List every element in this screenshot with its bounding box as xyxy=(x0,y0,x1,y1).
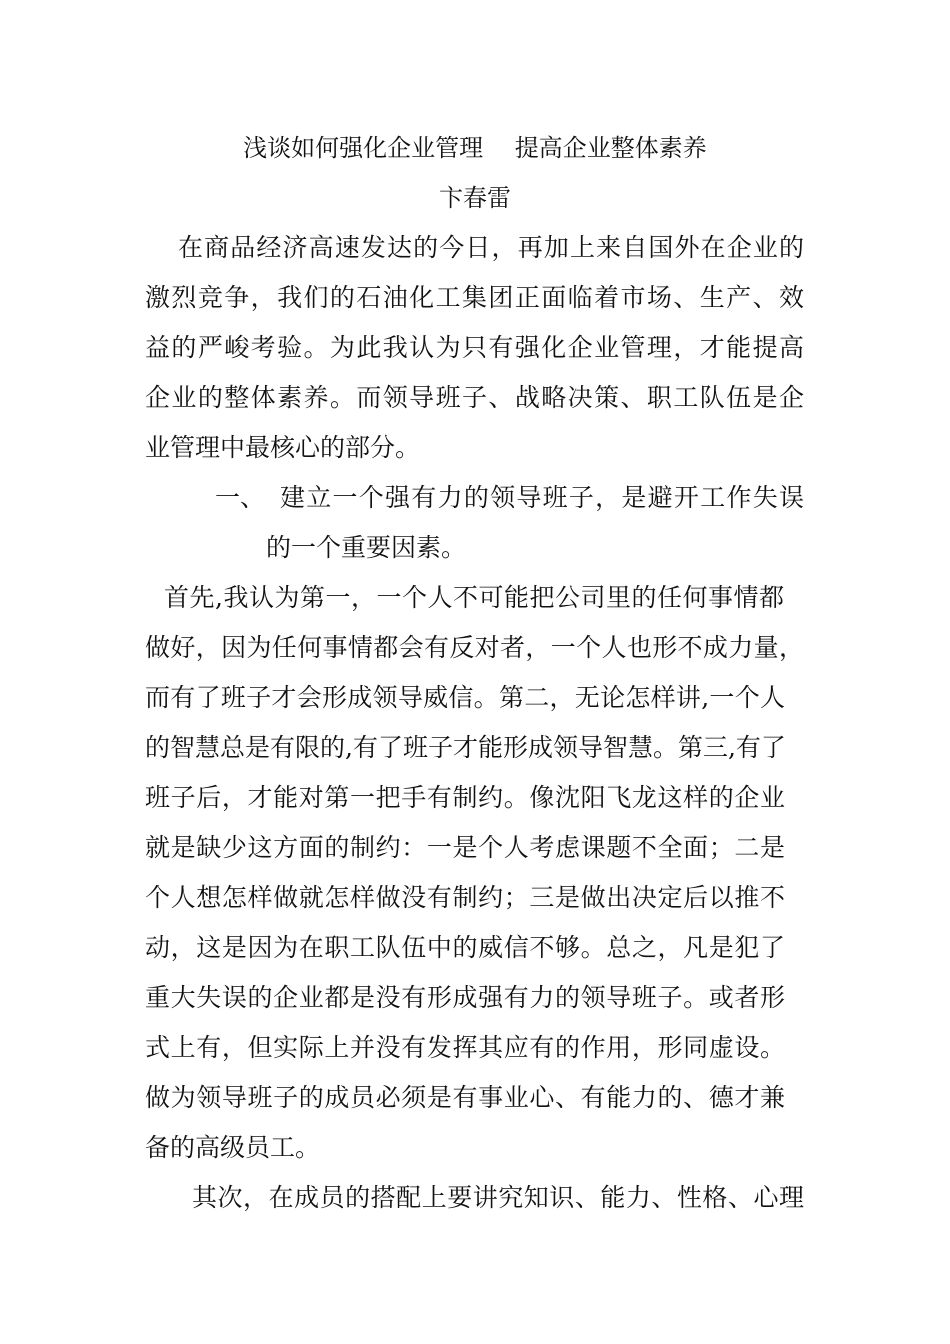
paragraph-1-line: 企业的整体素养。而领导班子、战略决策、职工队伍是企 xyxy=(145,383,804,412)
paragraph-2-line: 的智慧总是有限的,有了班子才能形成领导智慧。第三,有了 xyxy=(145,733,786,762)
paragraph-2-line: 首先,我认为第一，一个人不可能把公司里的任何事情都 xyxy=(164,583,784,612)
paragraph-2-line: 动，这是因为在职工队伍中的威信不够。总之，凡是犯了 xyxy=(145,933,785,962)
paragraph-2-line: 式上有，但实际上并没有发挥其应有的作用，形同虚设。 xyxy=(145,1033,785,1062)
document-title: 浅谈如何强化企业管理 提高企业整体素养 xyxy=(243,134,707,162)
paragraph-1-line: 益的严峻考验。为此我认为只有强化企业管理，才能提高 xyxy=(145,333,804,362)
heading-line: 的一个重要因素。 xyxy=(266,533,467,562)
paragraph-2-line: 重大失误的企业都是没有形成强有力的领导班子。或者形 xyxy=(145,983,785,1012)
paragraph-2-line: 就是缺少这方面的制约：一是个人考虑课题不全面；二是 xyxy=(145,833,785,862)
paragraph-2-line: 备的高级员工。 xyxy=(145,1133,321,1162)
paragraph-3-line: 其次，在成员的搭配上要讲究知识、能力、性格、心理 xyxy=(192,1183,804,1212)
paragraph-1-line: 激烈竞争，我们的石油化工集团正面临着市场、生产、效 xyxy=(145,283,804,312)
document-author: 卞春雷 xyxy=(439,184,511,212)
paragraph-2-line: 个人想怎样做就怎样做没有制约；三是做出决定后以推不 xyxy=(145,883,785,912)
paragraph-2-line: 做为领导班子的成员必须是有事业心、有能力的、德才兼 xyxy=(145,1083,785,1112)
paragraph-2-line: 做好，因为任何事情都会有反对者，一个人也形不成力量， xyxy=(145,633,804,662)
heading-number: 一、 xyxy=(215,483,266,512)
paragraph-2-line: 而有了班子才会形成领导威信。第二，无论怎样讲,一个人 xyxy=(145,683,785,712)
paragraph-1-line: 业管理中最核心的部分。 xyxy=(145,433,421,462)
paragraph-2-line: 班子后，才能对第一把手有制约。像沈阳飞龙这样的企业 xyxy=(145,783,785,812)
heading-line: 建立一个强有力的领导班子，是避开工作失误 xyxy=(280,483,804,512)
paragraph-1-line: 在商品经济高速发达的今日，再加上来自国外在企业的 xyxy=(178,233,804,262)
